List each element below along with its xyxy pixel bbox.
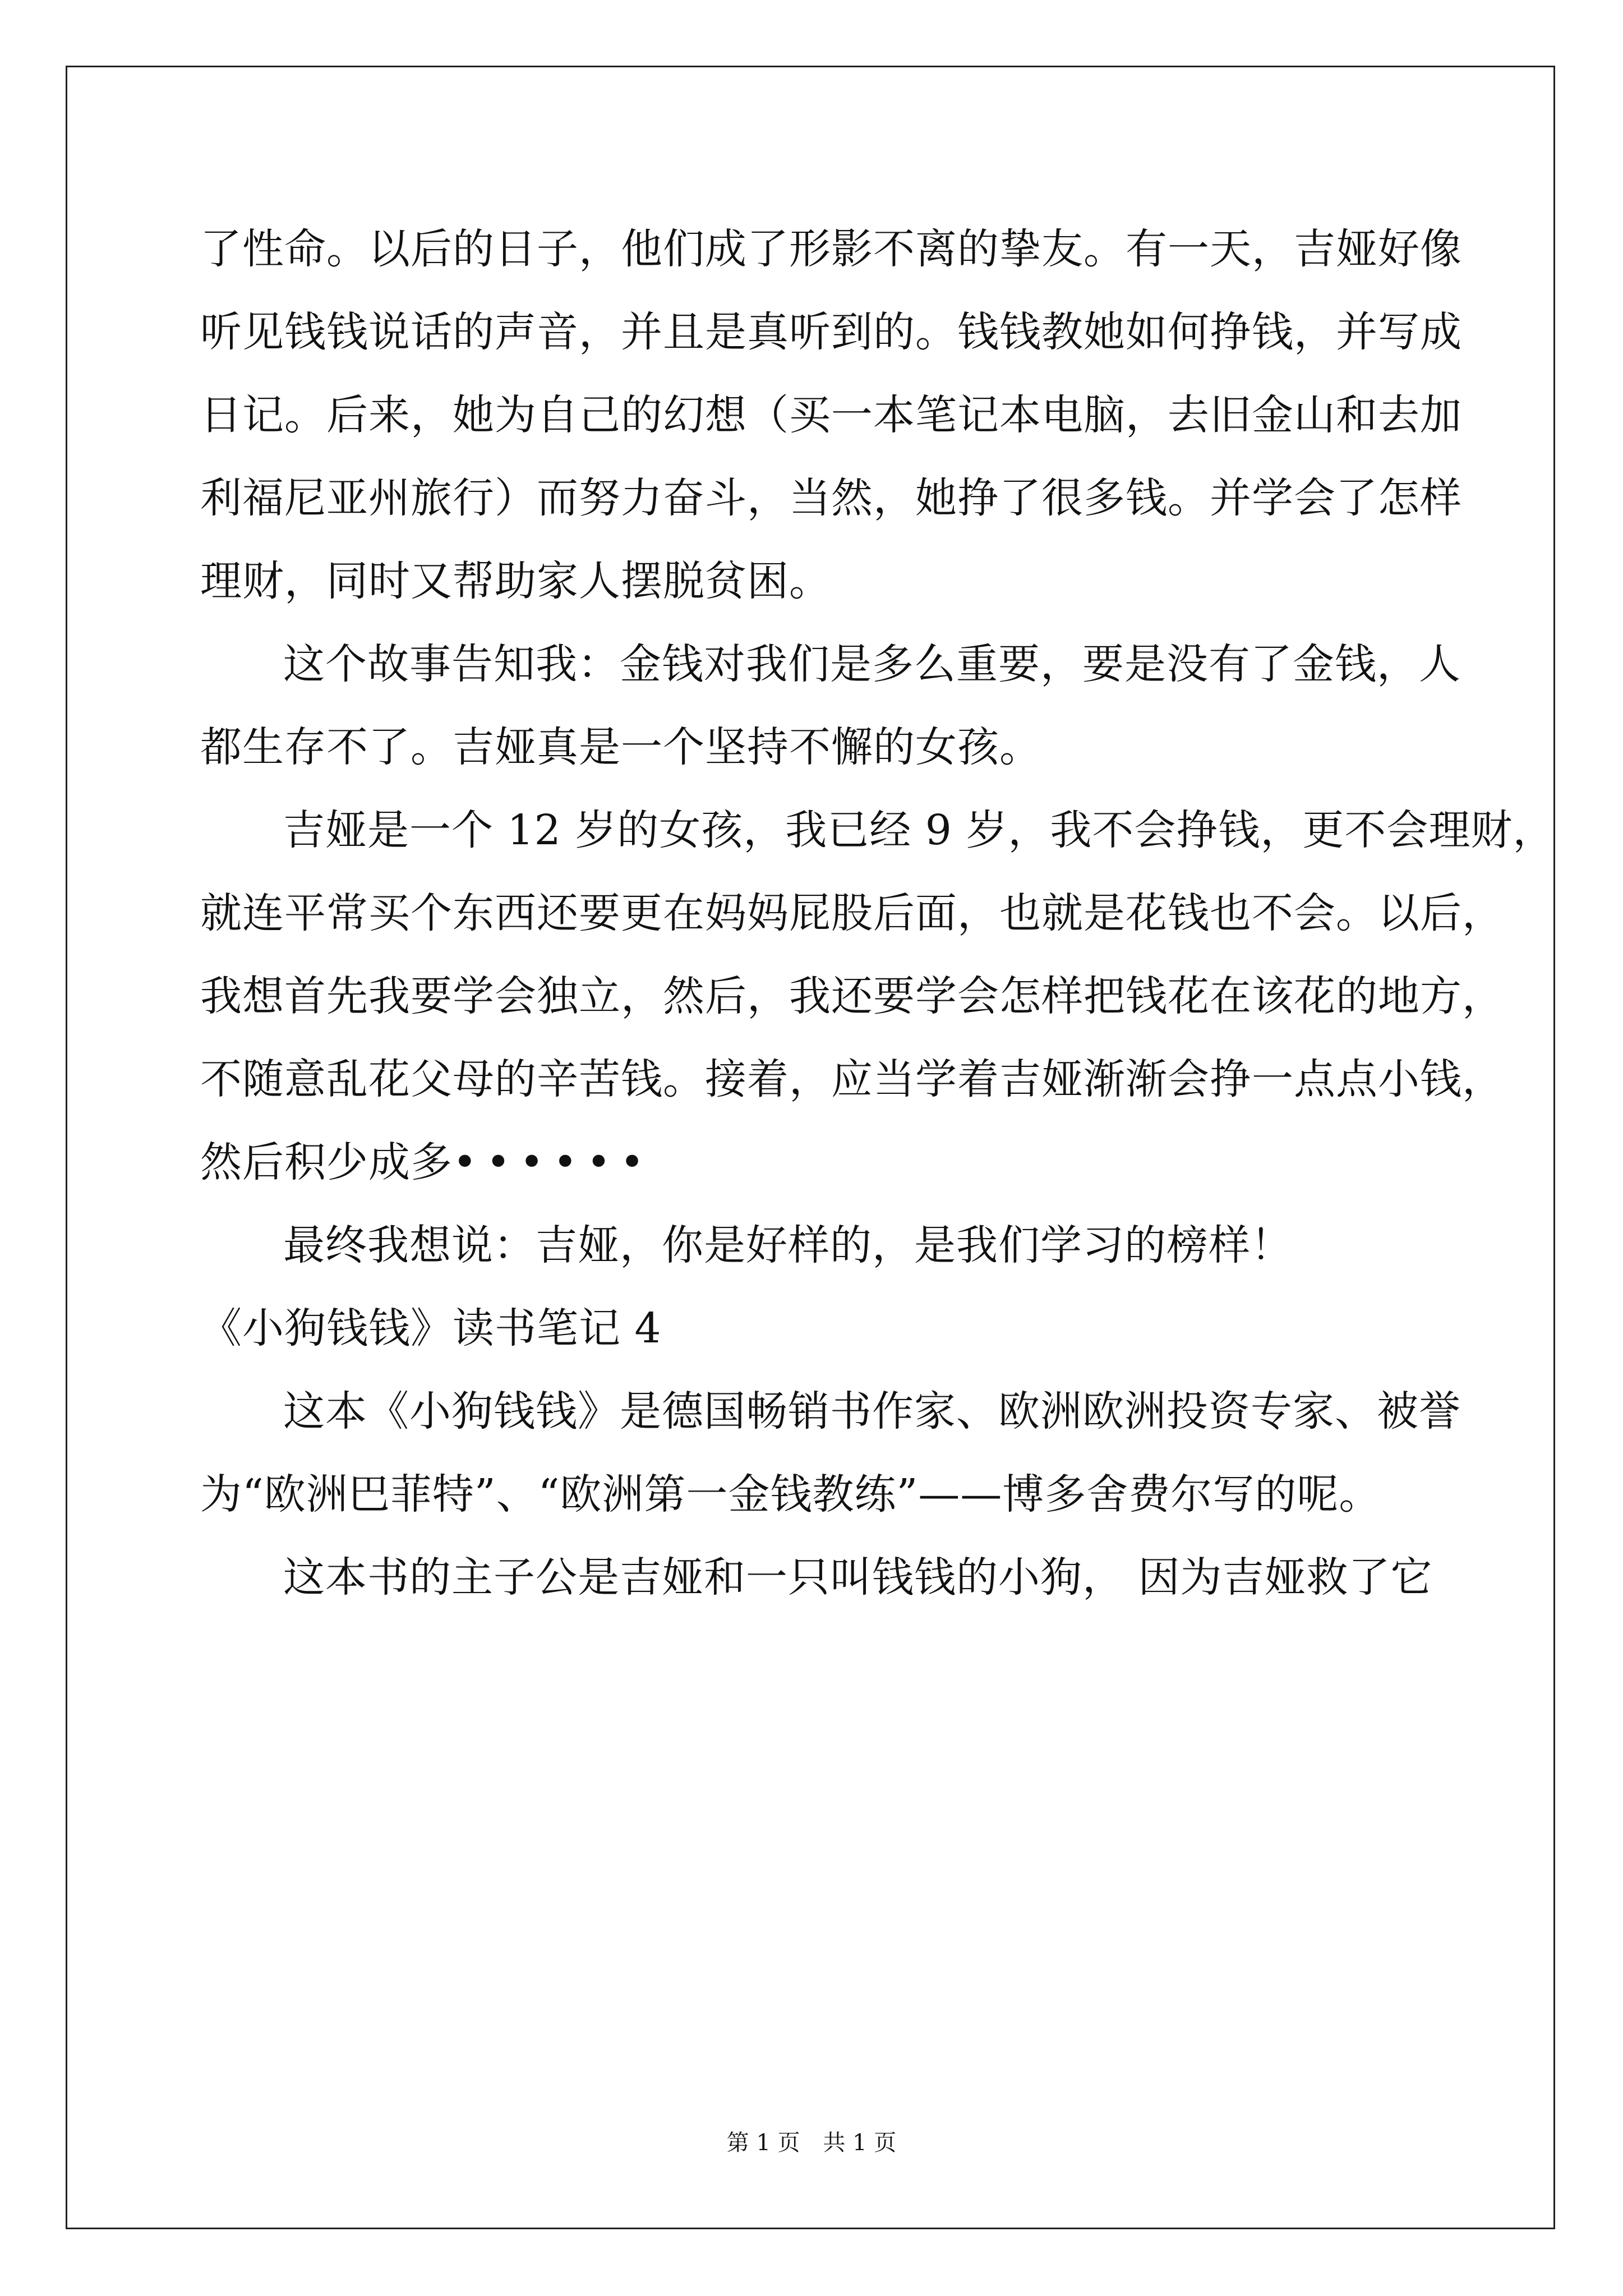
- text-line: 利福尼亚州旅行）而努力奋斗，当然，她挣了很多钱。并学会了怎样: [200, 474, 1462, 522]
- text-line: 听见钱钱说话的声音，并且是真听到的。钱钱教她如何挣钱，并写成: [200, 308, 1462, 356]
- page-number: 第 1 页: [726, 2130, 800, 2156]
- text-line: 我想首先我要学会独立，然后，我还要学会怎样把钱花在该花的地方，: [200, 972, 1504, 1020]
- text-line: 日记。后来，她为自己的幻想（买一本笔记本电脑，去旧金山和去加: [200, 391, 1462, 439]
- paragraph-start-line: 这本《小狗钱钱》是德国畅销书作家、欧洲欧洲投资专家、被誉: [283, 1387, 1461, 1435]
- ellipsis-dots: ••••••: [453, 1138, 653, 1186]
- paragraph-start-line: 这个故事告知我：金钱对我们是多么重要，要是没有了金钱，人: [283, 640, 1461, 688]
- text-line: 都生存不了。吉娅真是一个坚持不懈的女孩。: [200, 723, 1041, 771]
- paragraph-start-line: 吉娅是一个 12 岁的女孩，我已经 9 岁，我不会挣钱，更不会理财，: [283, 806, 1555, 854]
- paragraph-start-line: 这本书的主子公是吉娅和一只叫钱钱的小狗， 因为吉娅救了它: [283, 1553, 1433, 1602]
- section-heading: 《小狗钱钱》读书笔记 4: [200, 1304, 662, 1352]
- text-line-content: 然后积少成多: [200, 1138, 453, 1186]
- page-footer: [0, 2129, 1623, 2157]
- text-line-with-ellipsis: [200, 1121, 1426, 1204]
- document-body: [200, 208, 1555, 1619]
- text-line: 理财，同时又帮助家人摆脱贫困。: [200, 557, 831, 605]
- text-line: 了性命。以后的日子，他们成了形影不离的挚友。有一天，吉娅好像: [200, 225, 1462, 273]
- paragraph-start-line: 最终我想说：吉娅，你是好样的，是我们学习的榜样！: [283, 1221, 1293, 1269]
- text-line: 不随意乱花父母的辛苦钱。接着，应当学着吉娅渐渐会挣一点点小钱，: [200, 1055, 1504, 1103]
- page-total: 共 1 页: [823, 2130, 897, 2156]
- text-line: 为“欧洲巴菲特”、“欧洲第一金钱教练”——博多舍费尔写的呢。: [200, 1470, 1381, 1519]
- text-line: 就连平常买个东西还要更在妈妈屁股后面，也就是花钱也不会。以后，: [200, 889, 1504, 937]
